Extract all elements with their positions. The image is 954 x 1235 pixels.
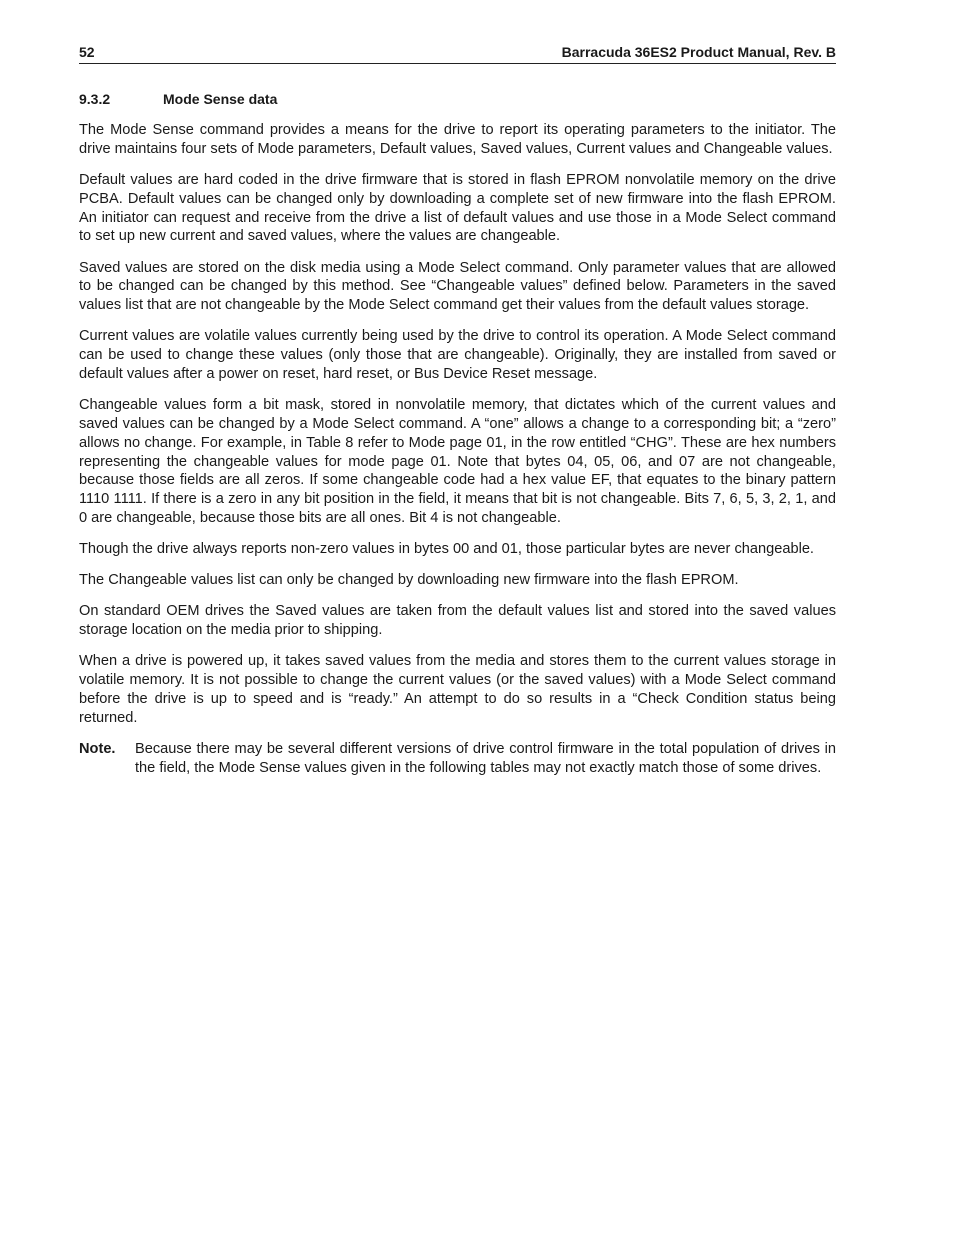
paragraph-current-values: Current values are volatile values currently being used by the drive to control its operation. A Mode Select command can be used to change these values (only those that are changeable). Originally, they are installed from saved or default values after a power on reset, hard reset, or Bus Device Reset message. [79,328,836,382]
paragraph-changeable-list: The Changeable values list can only be changed by downloading new firmware into the flash EPROM. [79,572,739,589]
note-label: Note. [79,741,116,758]
note-block [79,740,836,778]
page-number: 52 [79,44,95,60]
section-number: 9.3.2 [79,91,111,107]
paragraph-intro: The Mode Sense command provides a means for the drive to report its operating parameters to the initiator. The drive maintains four sets of Mode parameters, Default values, Saved values, Current values and Changeable values. [79,122,836,157]
section-title: Mode Sense data [163,91,278,107]
paragraph-changeable-values: Changeable values form a bit mask, stored in nonvolatile memory, that dictates which of the current values and saved values can be changed by a Mode Select command. A “one” allows a change to a corresponding bit; a “zero” allows no change. For example, in Table 8 refer to Mode page 01, in the row entitled “CHG”. These are hex numbers representing the changeable values for mode page 01. Note that bytes 04, 05, 06, and 07 are not changeable, because those fields are all zeros. If some changeable code had a hex value EF, that equates to the binary pattern 1110 1111. If there is a zero in any bit position in the field, it means that bit is not changeable. Bits 7, 6, 5, 3, 2, 1, and 0 are changeable, because those bits are all ones. Bit 4 is not changeable. [79,397,836,526]
document-title: Barracuda 36ES2 Product Manual, Rev. B [561,44,836,60]
section-heading [79,90,277,108]
body-text [79,121,836,778]
note-text: Because there may be several different versions of drive control firmware in the total population of drives in the field, the Mode Sense values given in the following tables may not exactly match those of some drives. [135,741,836,776]
page-header [79,43,836,64]
paragraph-bytes-note: Though the drive always reports non-zero values in bytes 00 and 01, those particular bytes are never changeable. [79,541,814,558]
paragraph-oem-drives: On standard OEM drives the Saved values are taken from the default values list and stored into the saved values storage location on the media prior to shipping. [79,603,836,639]
paragraph-default-values: Default values are hard coded in the drive firmware that is stored in flash EPROM nonvolatile memory on the drive PCBA. Default values can be changed only by downloading a complete set of new firmware into the flash EPROM. An initiator can request and receive from the drive a list of default values and use those in a Mode Select command to set up new current and saved values, where the values are changeable. [79,171,836,245]
paragraph-saved-values: Saved values are stored on the disk media using a Mode Select command. Only parameter values that are allowed to be changed can be changed by this method. See “Changeable values” defined below. Parameters in the saved values list that are not changeable by the Mode Select command get their values from the default values storage. [79,259,836,314]
paragraph-power-up: When a drive is powered up, it takes saved values from the media and stores them to the current values storage in volatile memory. It is not possible to change the current values (or the saved values) with a Mode Select command before the drive is up to speed and is “ready.” An attempt to do so results in a “Check Condition status being returned. [79,653,836,726]
